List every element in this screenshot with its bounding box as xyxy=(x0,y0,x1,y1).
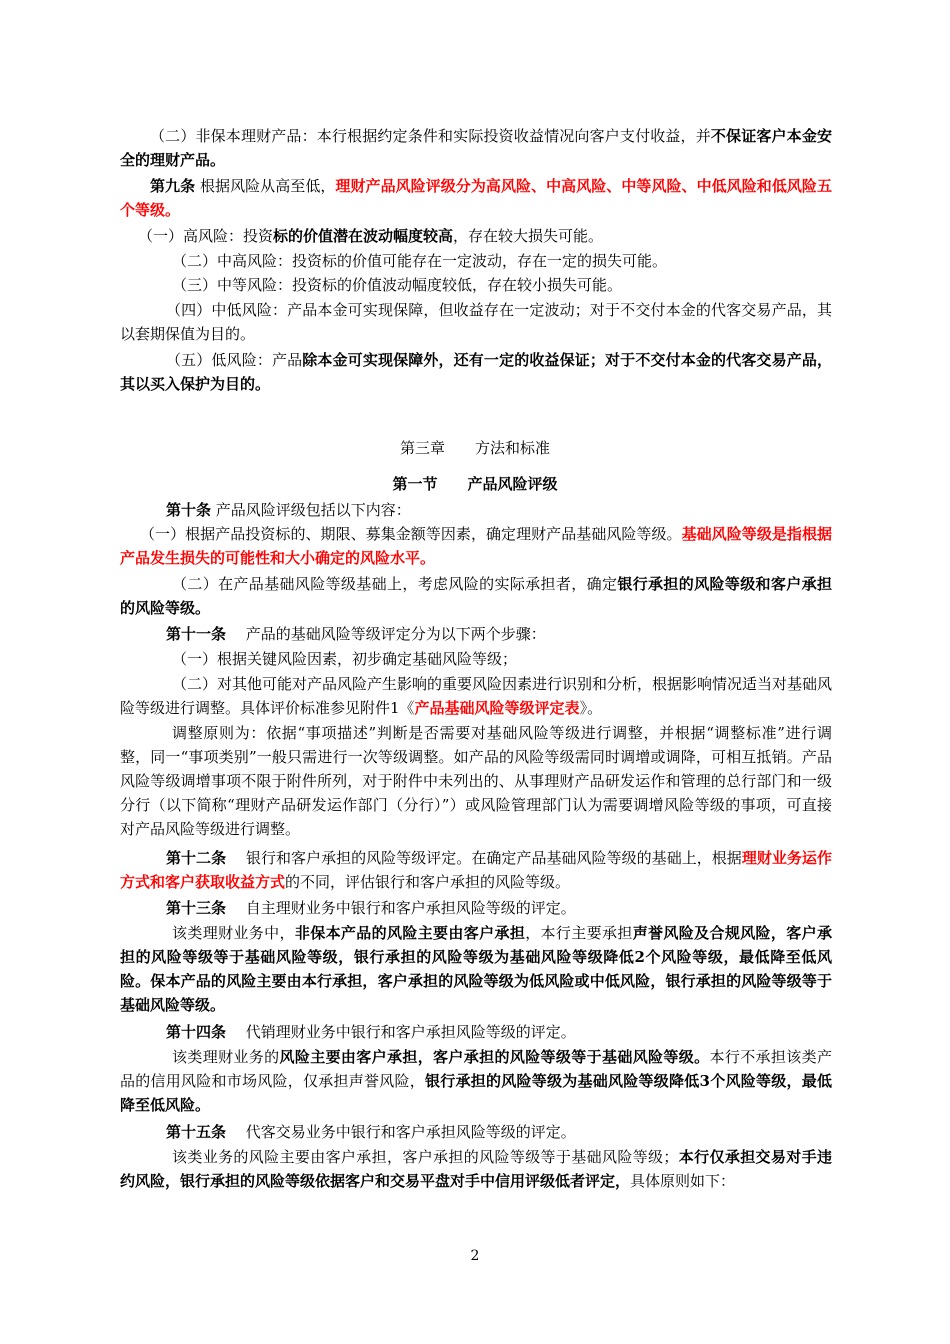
paragraph-medium-low-risk xyxy=(120,298,832,346)
paragraph-low-risk xyxy=(120,348,832,396)
paragraph-high-risk xyxy=(138,224,832,248)
text-run: （二）非保本理财产品：本行根据约定条件和实际投资收益情况向客户支付收益，并 xyxy=(150,127,711,145)
paragraph-medium-risk xyxy=(120,273,832,297)
text-run: 具体原则如下： xyxy=(630,1172,736,1190)
text-run: （一）根据产品投资标的、期限、募集金额等因素，确定理财产品基础风险等级。 xyxy=(140,525,682,543)
text-run: （三）中等风险：投资标的价值波动幅度较低，存在较小损失可能。 xyxy=(172,276,623,294)
text-run: 代客交易业务中银行和客户承担风险等级的评定。 xyxy=(226,1123,576,1141)
text-run: 该类理财业务中， xyxy=(172,924,295,942)
text-run: 产品风险评级包括以下内容： xyxy=(211,501,411,519)
paragraph-article-11-step-1 xyxy=(120,647,832,671)
paragraph-article-15-detail xyxy=(120,1145,832,1193)
text-run: 本行仅承担交易对手违约风险，银行承担的风险等级依据客户和交易平盘对手中信用评级低者评定， xyxy=(120,1148,832,1190)
text-run: （一）高风险：投资 xyxy=(138,227,274,245)
text-run: ，存在较大损失可能。 xyxy=(453,227,604,245)
text-run: 第十三条 xyxy=(166,899,227,917)
text-run: 第十五条 xyxy=(166,1123,227,1141)
text-run: （二）对其他可能对产品风险产生影响的重要风险因素进行识别和分析，根据影响情况适当对基础风险等级进行调整。具体评价标准参见附件1《 xyxy=(120,675,833,717)
section-heading: 第一节 产品风险评级 xyxy=(392,475,558,493)
text-run: 本行不承担该类产品的信用风险和市场风险，仅承担声誉风险， xyxy=(120,1048,832,1090)
text-run: 第十四条 xyxy=(166,1023,227,1041)
text-run: （一）根据关键风险因素，初步确定基础风险等级； xyxy=(172,650,518,668)
text-run: 风险主要由客户承担，客户承担的风险等级等于基础风险等级。 xyxy=(279,1048,710,1066)
text-run: 不保证客户本金安全的理财产品。 xyxy=(120,127,832,169)
text-run: 第十条 xyxy=(166,501,212,519)
text-run: （四）中低风险：产品本金可实现保障，但收益存在一定波动；对于不交付本金的代客交易产品，其以套期保值为目的。 xyxy=(120,301,832,343)
text-run: 该类理财业务的 xyxy=(172,1048,280,1066)
paragraph-article-11 xyxy=(120,622,832,646)
text-run: 标的价值潜在波动幅度较高 xyxy=(273,227,454,245)
paragraph-article-15 xyxy=(120,1120,832,1144)
text-run: 的不同，评估银行和客户承担的风险等级。 xyxy=(285,873,571,891)
text-run: 银行和客户承担的风险等级评定。在确定产品基础风险等级的基础上，根据 xyxy=(226,849,742,867)
paragraph-non-principal-guaranteed xyxy=(120,124,832,172)
page-number: 2 xyxy=(470,1248,480,1264)
paragraph-article-14 xyxy=(120,1020,832,1044)
text-run: 该类业务的风险主要由客户承担，客户承担的风险等级等于基础风险等级； xyxy=(172,1148,679,1166)
text-run: 理财业务运作方式和客户获取收益方式 xyxy=(120,849,832,891)
text-run: 代销理财业务中银行和客户承担风险等级的评定。 xyxy=(226,1023,576,1041)
paragraph-article-11-step-2 xyxy=(120,672,832,720)
text-run: ，本行主要承担 xyxy=(525,924,633,942)
paragraph-article-13 xyxy=(120,896,832,920)
text-run: （二）中高风险：投资标的价值可能存在一定波动，存在一定的损失可能。 xyxy=(172,252,668,270)
text-run: 除本金可实现保障外，还有一定的收益保证；对于不交付本金的代客交易产品，其以买入保护为目的。 xyxy=(120,351,832,393)
paragraph-article-13-detail xyxy=(120,921,832,1017)
paragraph-article-14-detail xyxy=(120,1045,832,1117)
paragraph-adjustment-principle xyxy=(120,721,832,841)
paragraph-article-10 xyxy=(120,498,832,522)
paragraph-article-10-item-1 xyxy=(120,522,832,570)
text-run: 第十一条 xyxy=(166,625,227,643)
paragraph-article-9 xyxy=(120,174,832,222)
text-run: 调整原则为：依据“事项描述”判断是否需要对基础风险等级进行调整，并根据“调整标准”进行调整，同一“事项类别”一般只需进行一次等级调整。如产品的风险等级需同时调增或调降，可相互抵销。产品风险等级调增事项不限于附件所列，对于附件中未列出的、从事理财产品研发运作和管理的总行部门和一级分行（以下简称“理财产品研发运作部门（分行）”）或风险管理部门认为需要调增风险等级的事项，可直接对产品风险等级进行调整。 xyxy=(120,724,832,838)
text-run: 》。 xyxy=(579,699,603,717)
text-run: 第十二条 xyxy=(166,849,227,867)
text-run: 非保本产品的风险主要由客户承担 xyxy=(294,924,526,942)
text-run: （五）低风险：产品 xyxy=(166,351,303,369)
paragraph-medium-high-risk xyxy=(120,249,832,273)
text-run: 第九条 xyxy=(150,177,196,195)
paragraph-article-10-item-2 xyxy=(120,572,832,620)
chapter-heading: 第三章 方法和标准 xyxy=(399,439,550,457)
text-run: 理财产品风险评级分为高风险、中高风险、中等风险、中低风险和低风险五个等级。 xyxy=(120,177,832,219)
text-run: 产品基础风险等级评定表 xyxy=(414,699,580,717)
text-run: 基础风险等级是指根据产品发生损失的可能性和大小确定的风险水平。 xyxy=(120,525,832,567)
text-run: 根据风险从高至低， xyxy=(195,177,336,195)
text-run: 银行承担的风险等级和客户承担的风险等级。 xyxy=(120,575,832,617)
text-run: （二）在产品基础风险等级基础上，考虑风险的实际承担者，确定 xyxy=(172,575,618,593)
text-run: 自主理财业务中银行和客户承担风险等级的评定。 xyxy=(226,899,576,917)
paragraph-article-12 xyxy=(120,846,832,894)
text-run: 声誉风险及合规风险，客户承担的风险等级等于基础风险等级，银行承担的风险等级为基础风险等级降低2个风险等级，最低降至低风险。保本产品的风险主要由本行承担，客户承担的风险等级为低风险或中低风险，银行承担的风险等级等于基础风险等级。 xyxy=(120,924,832,1014)
text-run: 产品的基础风险等级评定分为以下两个步骤： xyxy=(226,625,546,643)
text-run: 银行承担的风险等级为基础风险等级降低3个风险等级，最低降至低风险。 xyxy=(120,1072,832,1114)
